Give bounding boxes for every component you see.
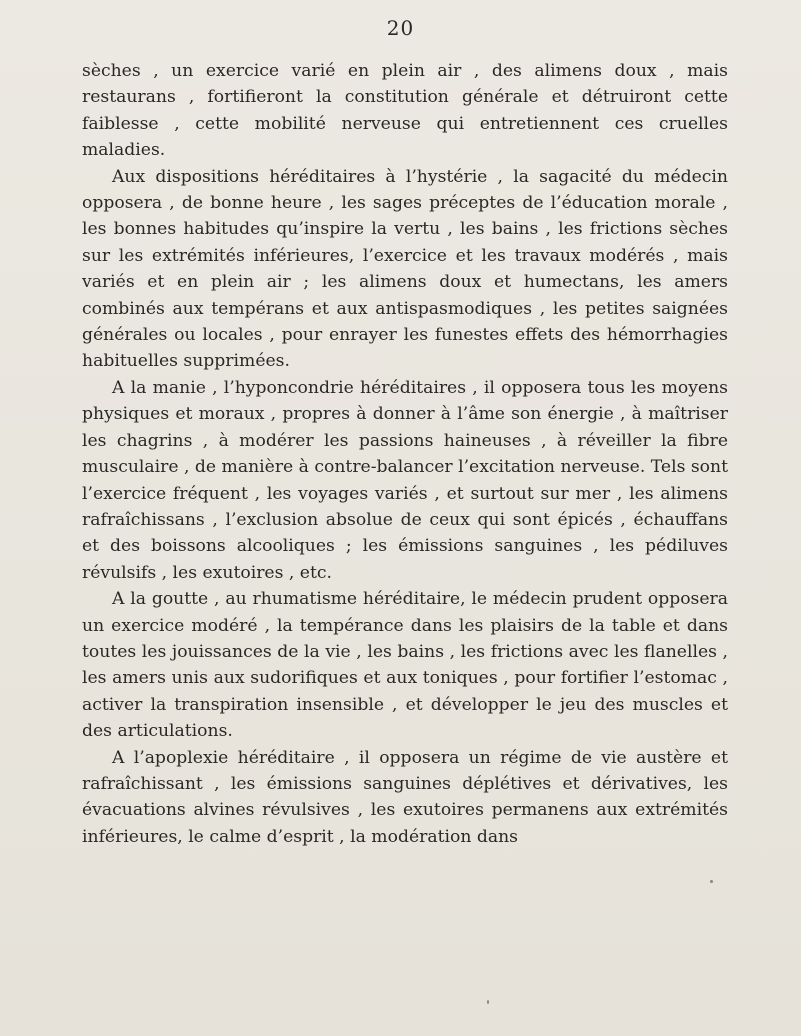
paper-speck	[710, 880, 713, 883]
paragraph: Aux dispositions héréditaires à l’hystérie , la sagacité du médecin opposera , de bonne heure , les sages préceptes de l’éducation morale , les bonnes habitudes qu’inspire la vertu , les bains , les frictions sèches sur les extrémités inférieures, l’exercice et les travaux modérés , mais variés et en plein air ; les alimens doux et humectans, les amers combinés aux tempérans et aux antispasmodiques , les petites saignées générales ou locales , pour enrayer les funestes effets des hémorrhagies habituelles supprimées.	[82, 166, 728, 372]
page-number: 20	[386, 16, 415, 40]
body-text	[82, 58, 728, 850]
paragraph: A la goutte , au rhumatisme héréditaire, le médecin prudent opposera un exercice modéré , la tempérance dans les plaisirs de la table et dans toutes les jouissances de la vie , les bains , les frictions avec les flanelles , les amers unis aux sudorifiques et aux toniques , pour fortifier l’estomac , activer la transpiration insensible , et développer le jeu des muscles et des articulations.	[82, 589, 728, 742]
paragraph: A l’apoplexie héréditaire , il opposera un régime de vie austère et rafraîchissant , les émissions sanguines déplétives et dérivatives, les évacuations alvines révulsives , les exutoires permanens aux extrémités inférieures, le calme d’esprit , la modération dans	[82, 747, 728, 847]
paragraph: A la manie , l’hyponcondrie héréditaires , il opposera tous les moyens physiques et moraux , propres à donner à l’âme son énergie , à maîtriser les chagrins , à modérer les passions haineuses , à réveiller la fibre musculaire , de manière à contre-balancer l’excitation nerveuse. Tels sont l’exercice fréquent , les voyages variés , et surtout sur mer , les alimens rafraîchissans , l’exclusion absolue de ceux qui sont épicés , échauffans et des boissons alcooliques ; les émissions sanguines , les pédiluves révulsifs , les exutoires , etc.	[82, 377, 729, 583]
paragraph: sèches , un exercice varié en plein air , des alimens doux , mais restaurans , fortifieront la constitution générale et détruiront cette faiblesse , cette mobilité nerveuse qui entretiennent ces cruelles maladies.	[82, 61, 728, 161]
paper-speck	[487, 1000, 489, 1004]
